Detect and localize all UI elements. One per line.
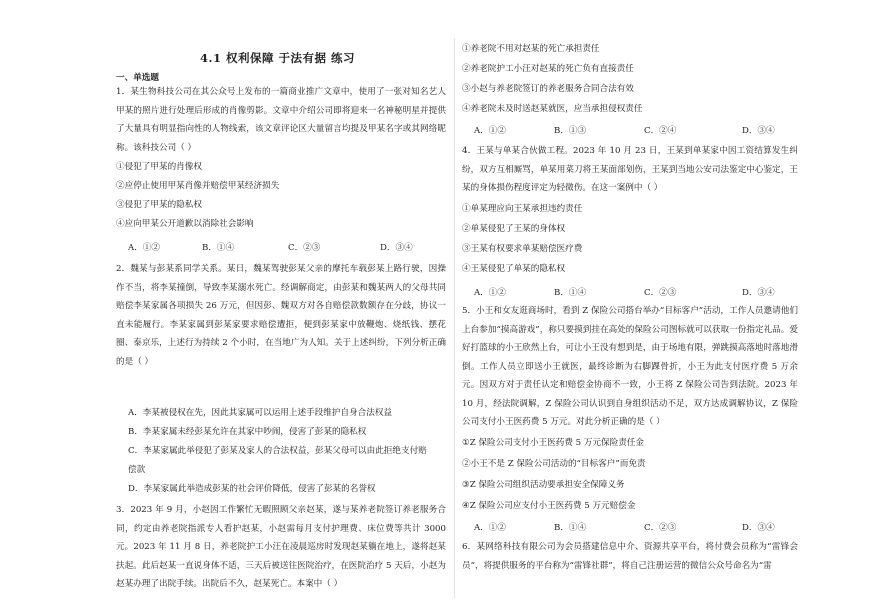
q3-item-4: ④养老院未及时送赵某就医，应当承担侵权责任 [462, 104, 643, 114]
q5-stem: 5．小王和女友逛商场时，看到 Z 保险公司搭台举办“目标客户”活动，工作人员邀请他们上台参加“摸高游戏”，称只要摸到挂在高处的保险公司图标就可以获取一份指定礼品。爱好打篮球的小王欣然上台，可让小王没有想到是，由于场地有限，弹跳摸高落地时落地滑倒。工作人员立即送小王就医，最终诊断为右脚踝骨折，小王为此支付医疗费 5 万余元。因双方对于责任认定和赔偿金协商不一致，小王将 Z 保险公司告到法院。2023 年 10 月，经法院调解，Z 保险公司认识到自身组织活动不足，双方达成调解协议，Z 保险公司支付小王医药费 5 万元。对此分析正确的是（ ） [462, 306, 798, 427]
option-d[interactable]: D．③④ [742, 523, 775, 533]
q1-item-2: ②应停止使用甲某肖像并赔偿甲某经济损失 [116, 181, 280, 191]
q2-stem: 2．魏某与彭某系同学关系。某日，魏某驾驶彭某父亲的摩托车载彭某上路行驶，因操作不当，将李某撞倒，导致李某溺水死亡。经调解商定，由彭某和魏某两人的父母共同赔偿李某家属各项损失 26 万元，但因彭、魏双方对各自赔偿款数额存在分歧，协议一直未能履行。李某家属到彭某家要求赔偿遭拒，便到彭某家中放鞭炮、烧纸钱、摆花圈、泰京乐，上述行为持续 2 个小时，在当地广为人知。关于上述纠纷，下列分析正确的是（ ） [116, 264, 446, 367]
q1-item-3: ③侵犯了甲某的隐私权 [116, 200, 202, 210]
q3-options [474, 124, 804, 138]
option-d[interactable]: D．③④ [742, 126, 775, 136]
option-b[interactable]: B．①④ [202, 243, 235, 253]
q1-item-4: ④应向甲某公开道歉以消除社会影响 [116, 219, 254, 229]
q2-option-d[interactable]: D．李某家属此举造成彭某的社会评价降低，侵害了彭某的名誉权 [128, 484, 376, 494]
q5-item-3: ③Z 保险公司组织活动要承担安全保障义务 [462, 480, 625, 490]
q4-item-3: ③王某有权要求单某赔偿医疗费 [462, 244, 583, 254]
column-divider [454, 38, 455, 598]
option-a[interactable]: A．①② [474, 126, 506, 136]
option-b[interactable]: B．①④ [554, 288, 587, 298]
option-d[interactable]: D．③④ [380, 243, 413, 253]
q5-item-4: ④Z 保险公司应支付小王医药费 5 万元赔偿金 [462, 501, 636, 511]
q5-item-2: ②小王不是 Z 保险公司活动的“目标客户”而免责 [462, 459, 646, 469]
option-c[interactable]: C．②③ [288, 243, 321, 253]
q1-stem: 1．某生物科技公司在其公众号上发布的一篇商业推广文章中，使用了一张对知名艺人甲某的照片进行处理后形成的肖像剪影。文章中介绍公司即将迎来一名神秘明星并提供了大量具有明显指向性的人物线索，该文章评论区大量留言均提及甲某名字或其网络昵称。该科技公司（ ） [116, 87, 446, 153]
q3-item-2: ②养老院护工小汪对赵某的死亡负有直接责任 [462, 64, 634, 74]
option-d[interactable]: D．③④ [742, 288, 775, 298]
q3-item-1: ①养老院不用对赵某的死亡承担责任 [462, 44, 600, 54]
q2-option-c[interactable]: C．李某家属此举侵犯了彭某及家人的合法权益，彭某父母可以由此拒绝支付赔 [128, 446, 427, 456]
q4-item-2: ②单某侵犯了王某的身体权 [462, 224, 566, 234]
q4-options [474, 286, 804, 300]
q5-item-1: ①Z 保险公司支付小王医药费 5 万元保险责任金 [462, 438, 645, 448]
q2-option-a[interactable]: A．李某被侵权在先，因此其家属可以运用上述手段维护自身合法权益 [128, 408, 393, 418]
option-a[interactable]: A．①② [474, 523, 506, 533]
option-b[interactable]: B．①③ [554, 126, 587, 136]
q4-stem: 4．王某与单某合伙做工程。2023 年 10 月 23 日，王某到单某家中因工资结算发生纠纷，双方互相厮骂，单某用菜刀将王某面部划伤，王某到当地公安司法鉴定中心鉴定，王某的身体损伤程度评定为轻微伤。在这一案例中（ ） [462, 146, 798, 193]
option-c[interactable]: C．②③ [644, 523, 677, 533]
option-a[interactable]: A．①② [474, 288, 506, 298]
option-b[interactable]: B．①④ [554, 523, 587, 533]
option-c[interactable]: C．②④ [644, 126, 677, 136]
q1-item-1: ①侵犯了甲某的肖像权 [116, 162, 202, 172]
q6-stem: 6．某网络科技有限公司为会员搭建信息中介、资源共享平台，将付费会员称为“雷锋会员”，将提供服务的平台称为“雷锋社群”，将自己注册运营的微信公众号命名为“雷 [462, 542, 798, 571]
q2-option-b[interactable]: B．李某家属未经彭某允许在其家中吵闹，侵害了彭某的隐私权 [128, 427, 367, 437]
section-heading: 一、单选题 [116, 73, 159, 83]
q1-options [128, 241, 438, 255]
q2-option-c-cont: 偿款 [128, 465, 146, 475]
option-c[interactable]: C．②③ [644, 288, 677, 298]
q5-options [474, 521, 804, 535]
q4-item-1: ①单某理应向王某承担违约责任 [462, 204, 583, 214]
q3-item-3: ③小赵与养老院签订的养老服务合同合法有效 [462, 84, 634, 94]
option-a[interactable]: A．①② [128, 243, 160, 253]
q4-item-4: ④王某侵犯了单某的隐私权 [462, 264, 566, 274]
q3-stem: 3．2023 年 9 月，小赵因工作繁忙无暇照顾父亲赵某，遂与某养老院签订养老服务合同，约定由养老院指派专人看护赵某，小赵需每月支付护理费、床位费等共计 3000 元。2023 年 11 月 8 日，养老院护工小汪在凌晨巡房时发现赵某躺在地上，遂将赵某扶起。此后赵某一直说身体不适，三天后被送往医院治疗，在医院治疗 5 天后，小赵为赵某办理了出院手续。出院后不久，赵某死亡。本案中（ ） [116, 505, 446, 589]
page-title: 4.1 权利保障 于法有据 练习 [200, 51, 356, 65]
